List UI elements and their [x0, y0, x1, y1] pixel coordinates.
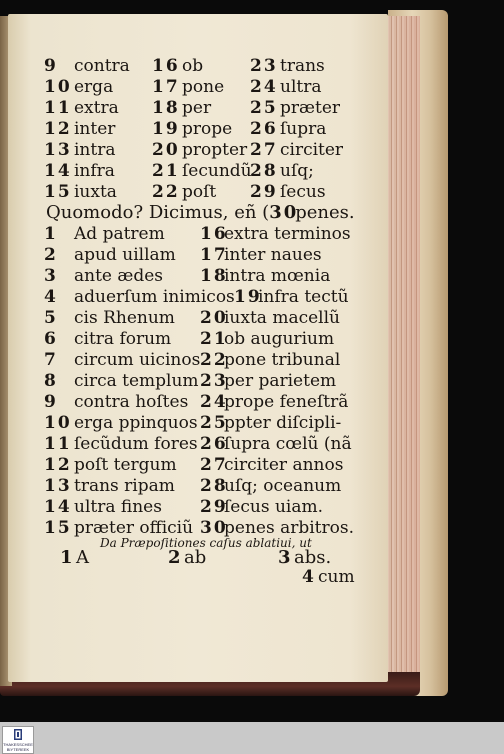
- page-fore-edge: [384, 16, 420, 686]
- list-item: 3abs.: [278, 547, 332, 568]
- list-item: 8 circa templum23per parietem: [44, 371, 337, 391]
- table-row: 15 iuxta 22 poſt: [44, 182, 217, 202]
- list-item: 13 trans ripam 28uſq; oceanum: [44, 476, 342, 496]
- table-cell: 28 uſq;: [250, 161, 314, 181]
- table-cell: 26 ſupra: [250, 119, 327, 139]
- list-item: 2 apud uillam 17inter naues: [44, 245, 322, 265]
- table-row: 11 extra 18 per: [44, 98, 212, 118]
- section-heading: Da Præpoſitiones caſus ablatiui, ut: [100, 536, 312, 550]
- table-row: 13 intra 20 propter: [44, 140, 248, 160]
- list-item: 1 Ad patrem 16extra terminos: [44, 224, 351, 244]
- list-item: 2ab: [168, 547, 207, 568]
- table-row: 12 inter 19 prope: [44, 119, 233, 139]
- table-row: 14 infra 21 ſecundũ: [44, 161, 252, 181]
- table-cell: 29 ſecus: [250, 182, 326, 202]
- table-row: 9 contra 16 ob: [44, 56, 204, 76]
- list-item: 10 erga ppinquos 25ppter diſcipli-: [44, 413, 342, 433]
- list-item: 9 contra hoſtes 24prope feneſtrã: [44, 392, 349, 412]
- list-item: 12 poſt tergum 27circiter annos: [44, 455, 344, 475]
- table-cell: 27 circiter: [250, 140, 344, 160]
- list-item: 5 cis Rhenum 20iuxta macellũ: [44, 308, 341, 328]
- list-item: 6 citra forum 21ob augurium: [44, 329, 335, 349]
- viewer-footer-bar: [0, 722, 504, 754]
- table-cell: 25 præter: [250, 98, 341, 118]
- list-item: 7 circum uicinos22pone tribunal: [44, 350, 341, 370]
- table-cell: 24 ultra: [250, 77, 322, 97]
- list-item: 11 ſecũdum fores 26ſupra cœlũ (nã: [44, 434, 352, 454]
- library-logo-text: THAKESSCHEE BIYTEREEK: [3, 742, 33, 752]
- catchword: 4 cum: [302, 567, 355, 587]
- list-item: 3 ante ædes 18intra mœnia: [44, 266, 331, 286]
- list-item: 1A: [60, 547, 89, 568]
- table-row: 10 erga 17 pone: [44, 77, 225, 97]
- list-item: 15 præter officiũ 30penes arbitros.: [44, 518, 354, 538]
- library-logo: [2, 726, 34, 754]
- library-emblem-icon: [3, 727, 33, 743]
- list-item: 4 aduerſum inimicos19infra tectũ: [44, 287, 349, 307]
- table-cell: 23 trans: [250, 56, 325, 76]
- list-item: 14 ultra fines 29ſecus uiam.: [44, 497, 323, 517]
- quomodo-line: Quomodo? Dicimus, eñ (30penes.: [46, 202, 355, 223]
